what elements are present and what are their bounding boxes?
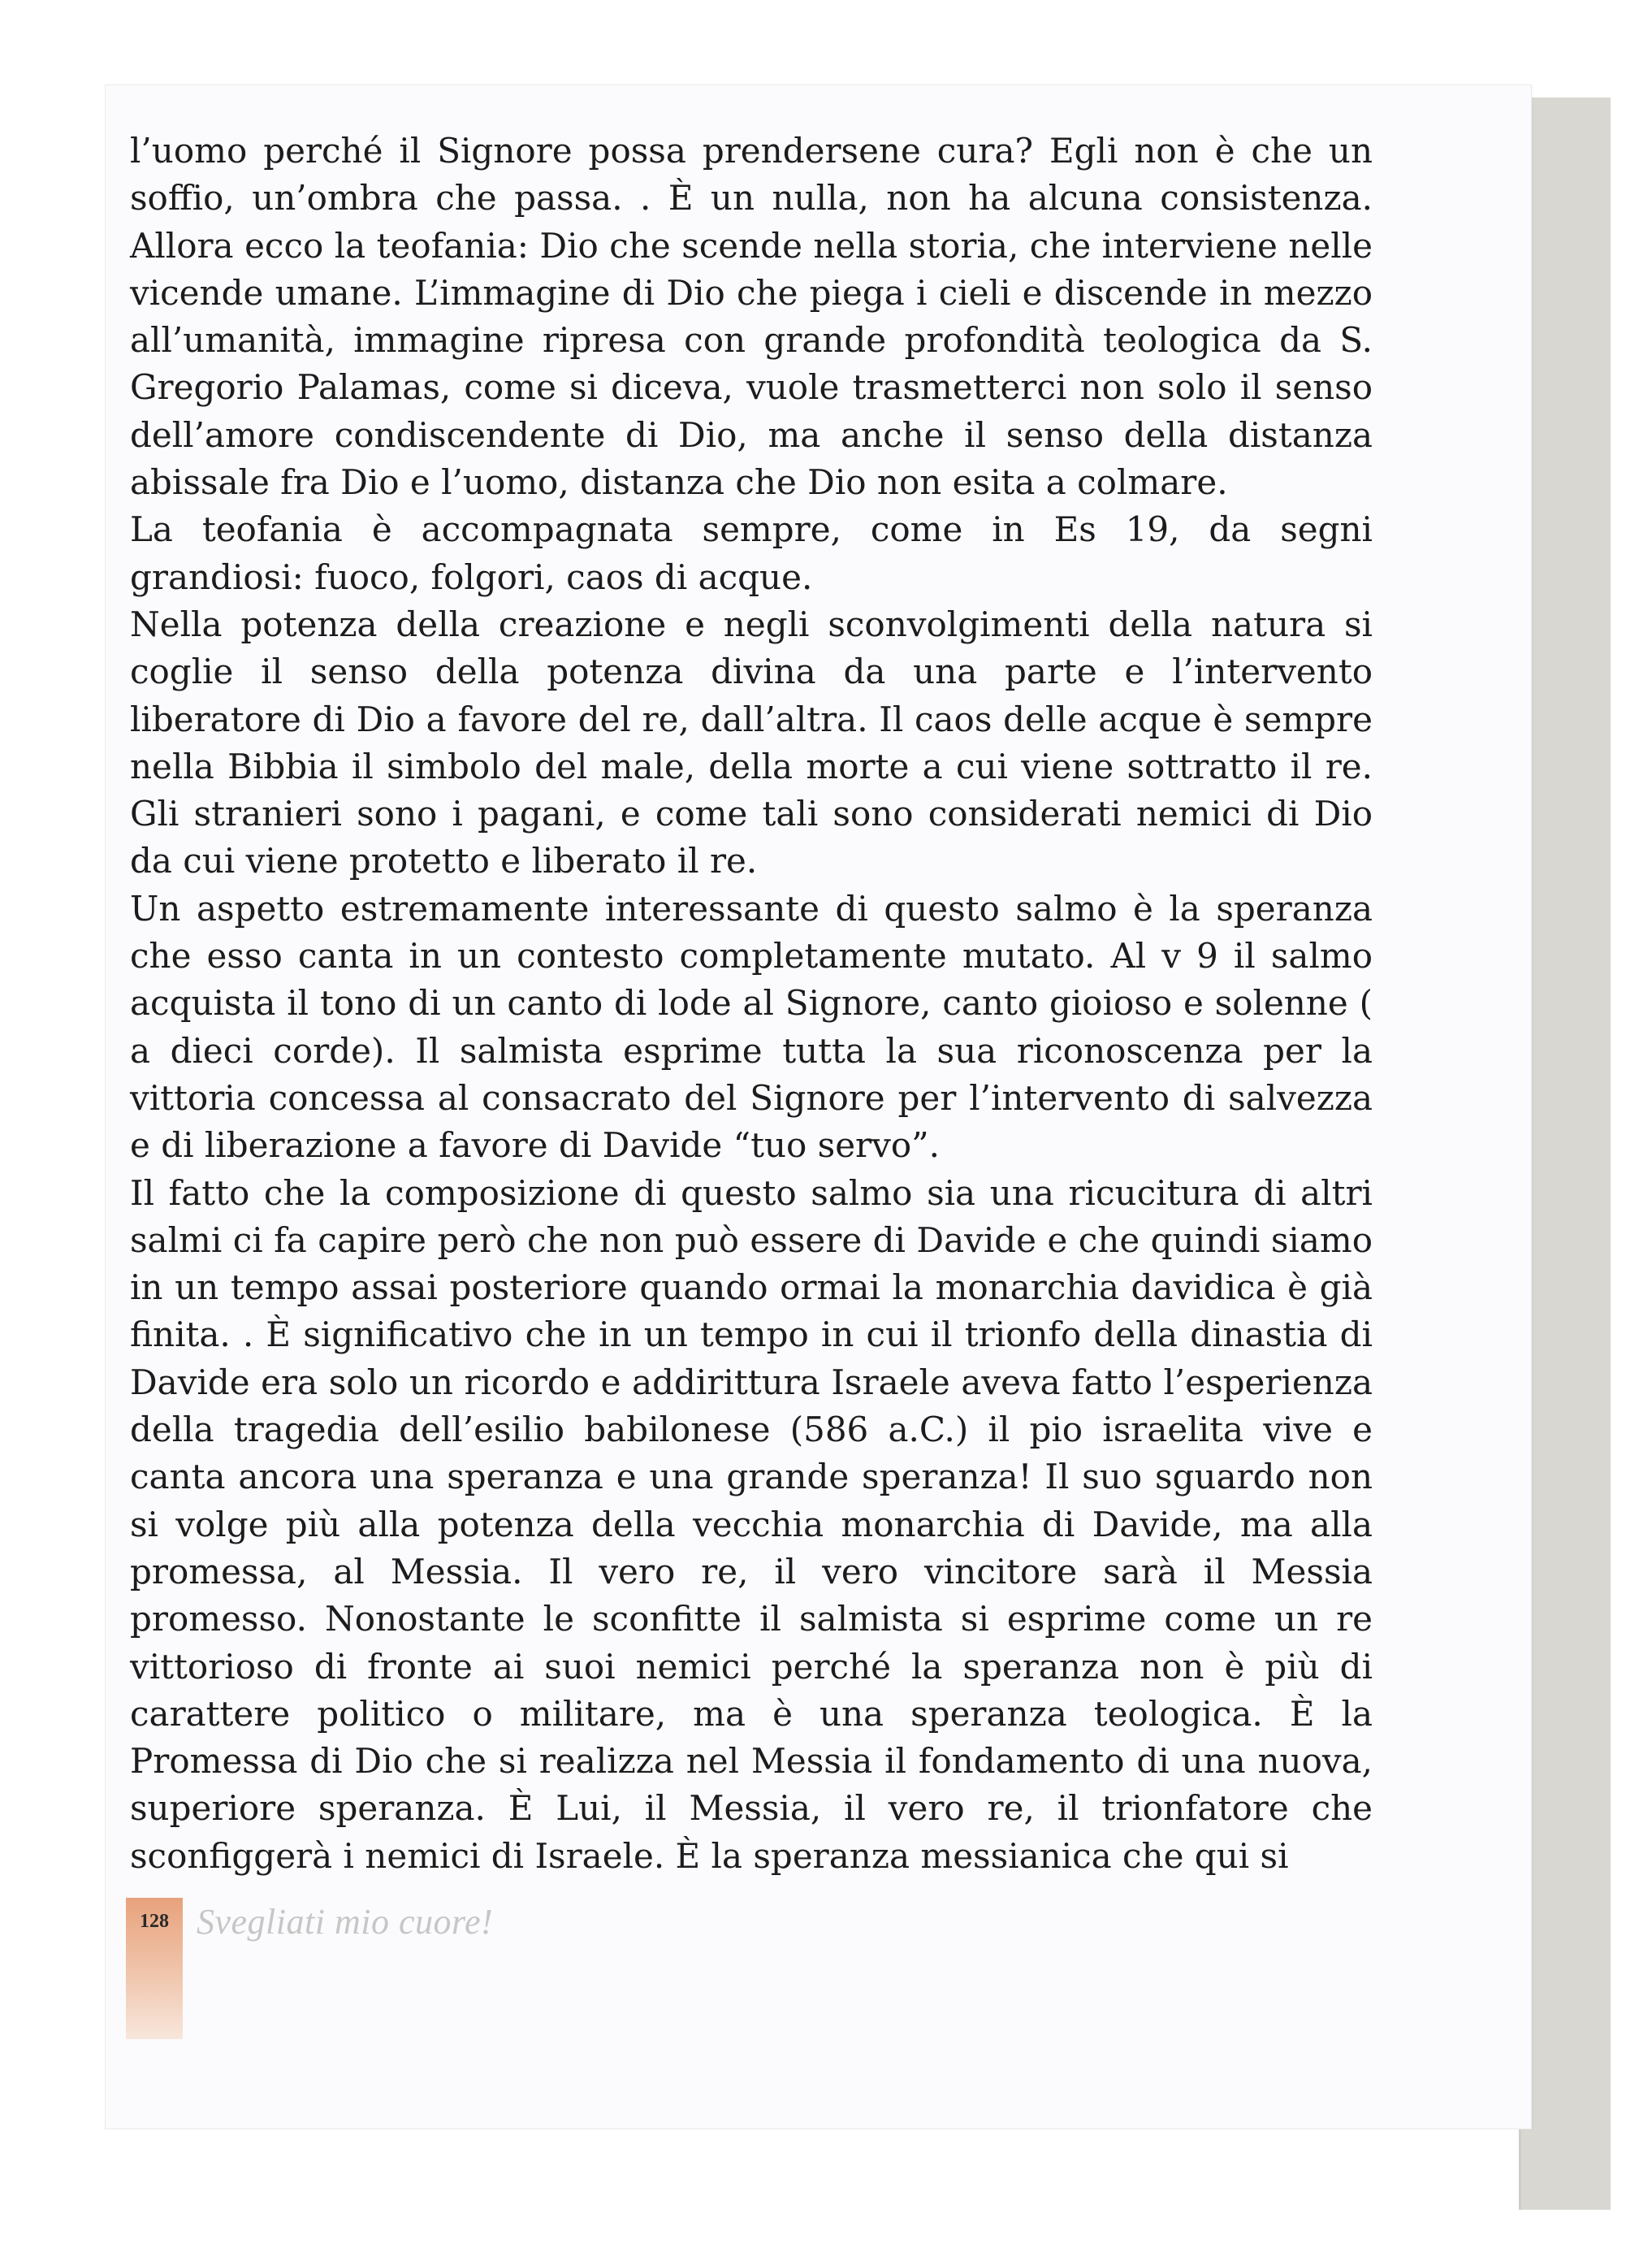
body-text: [130, 128, 1373, 1880]
paragraph-4: Un aspetto estremamente interessante di questo salmo è la speranza che esso canta in un contesto completamente mutato. Al v 9 il salmo acquista il tono di un canto di lode al Signore, canto gioioso e solenne ( a dieci corde). Il salmista esprime tutta la sua riconoscenza per la vittoria concessa al consacrato del Signore per l’intervento di salvezza e di liberazione a favore di Davide “tuo servo”.: [130, 888, 1373, 1166]
paragraph-5: Il fatto che la composizione di questo salmo sia una ricucitura di altri salmi ci fa capire però che non può essere di Davide e che quindi siamo in un tempo assai posteriore quando ormai la monarchia davidica è già finita. . È significativo che in un tempo in cui il trionfo della dinastia di Davide era solo un ricordo e addirittura Israele aveva fatto l’esperienza della tragedia dell’esilio babilonese (586 a.C.) il pio israelita vive e canta ancora una speranza e una grande speranza! Il suo sguardo non si volge più alla potenza della vecchia monarchia di Davide, ma alla promessa, al Messia. Il vero re, il vero vincitore sarà il Messia promesso. Nonostante le sconfitte il salmista si esprime come un re vittorioso di fronte ai suoi nemici perché la speranza non è più di carattere politico o militare, ma è una speranza teologica. È la Promessa di Dio che si realizza nel Messia il fondamento di una nuova, superiore speranza. È Lui, il Messia, il vero re, il trionfatore che sconfiggerà i nemici di Israele. È la speranza messianica che qui si: [130, 1172, 1373, 1876]
running-title: Svegliati mio cuore!: [197, 1902, 494, 1942]
paragraph-3: Nella potenza della creazione e negli sconvolgimenti della natura si coglie il senso della potenza divina da una parte e l’intervento liberatore di Dio a favore del re, dall’altra. Il caos delle acque è sempre nella Bibbia il simbolo del male, della morte a cui viene sottratto il re. Gli stranieri sono i pagani, e come tali sono considerati nemici di Dio da cui viene protetto e liberato il re.: [130, 604, 1373, 881]
paragraph-1: l’uomo perché il Signore possa prendersene cura? Egli non è che un soffio, un’ombra che passa. . È un nulla, non ha alcuna consistenza. Allora ecco la teofania: Dio che scende nella storia, che interviene nelle vicende umane. L’immagine di Dio che piega i cieli e discende in mezzo all’umanità, immagine ripresa con grande profondità teologica da S. Gregorio Palamas, come si diceva, vuole trasmetterci non solo il senso dell’amore condiscendente di Dio, ma anche il senso della distanza abissale fra Dio e l’uomo, distanza che Dio non esita a colmare.: [130, 131, 1373, 503]
page-number: 128: [140, 1911, 169, 1932]
scan-background-edge: [1519, 97, 1611, 2210]
paragraph-2: La teofania è accompagnata sempre, come in Es 19, da segni grandiosi: fuoco, folgori, caos di acque.: [130, 509, 1373, 597]
